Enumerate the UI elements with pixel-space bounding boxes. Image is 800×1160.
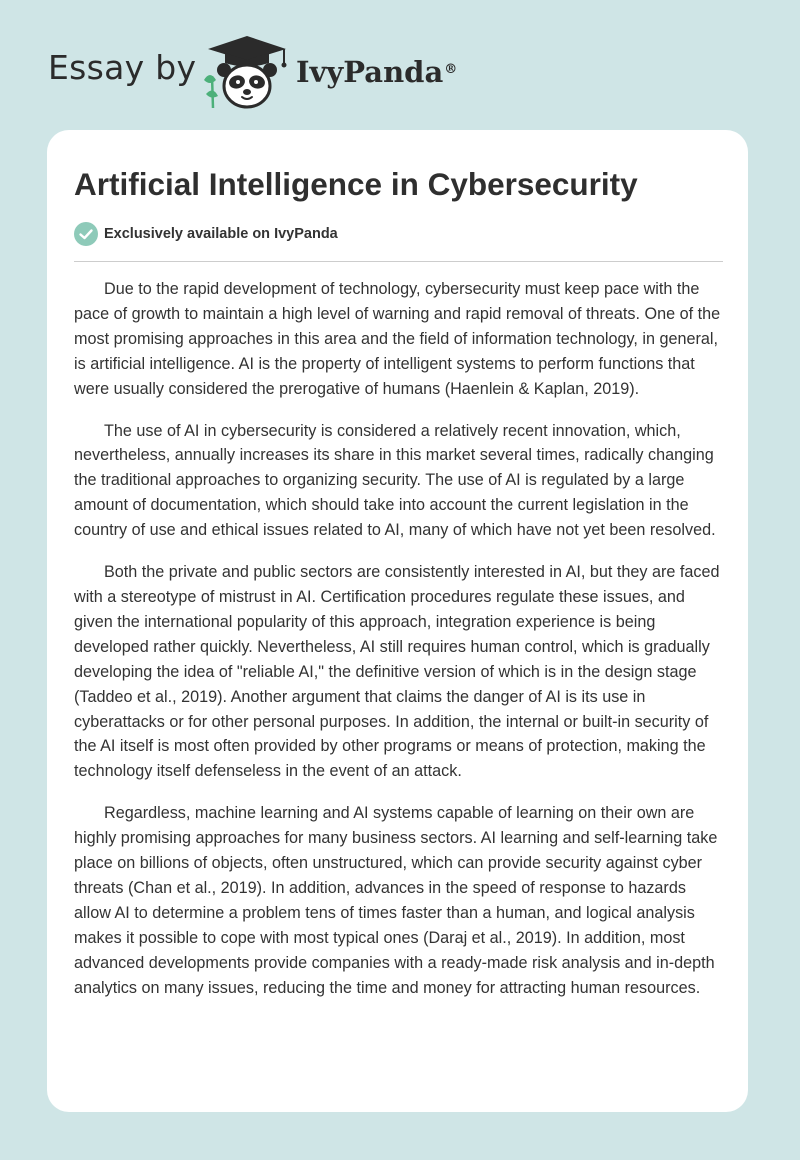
essay-paragraph: Due to the rapid development of technology, cybersecurity must keep pace with the pace of growth to maintain a high level of warning and rapid removal of threats. One of the most promising approaches in this area and the field of information technology, in general, is artificial intelligence. AI is the property of intelligent systems to perform functions that were usually considered the prerogative of humans (Haenlein & Kaplan, 2019). — [74, 280, 721, 398]
essay-paragraph: Regardless, machine learning and AI systems capable of learning on their own are highly promising approaches for many business sectors. AI learning and self-learning take place on billions of objects, often unstructured, which can provide security against cyber threats (Chan et al., 2019). In addition, advances in the speed of response to hazards allow AI to determine a problem tens of times faster than a human, and logical analysis makes it possible to cope with most typical ones (Daraj et al., 2019). In addition, most advanced developments provide companies with a ready-made risk analysis and in-depth analytics on many issues, reducing the time and money for attracting human resources. — [74, 804, 718, 997]
essay-paragraph: Both the private and public sectors are consistently interested in AI, but they are faced with a stereotype of mistrust in AI. Certification procedures regulate these issues, and given the international popularity of this approach, integration experience is being developed rather quickly. Nevertheless, AI still requires human control, which is gradually developing the idea of "reliable AI," the definitive version of which is in the design stage (Taddeo et al., 2019). Another argument that claims the danger of AI is its use in cyberattacks or for other personal purposes. In addition, the internal or built-in security of the AI itself is most often provided by other programs or means of protection, making the technology itself defenseless in the event of an attack. — [74, 563, 720, 781]
brand-prefix: Essay by — [48, 48, 197, 87]
exclusive-badge-label: Exclusively available on IvyPanda — [104, 226, 338, 242]
exclusive-badge — [74, 222, 338, 246]
registered-mark: ® — [444, 62, 458, 77]
essay-paragraph: The use of AI in cybersecurity is considered a relatively recent innovation, which, nevertheless, annually increases its share in this market several times, radically changing the traditional approaches to organizing security. The use of AI is regulated by a large amount of documentation, which should take into account the current legislation in the country of use and ethical issues related to AI, many of which have not yet been resolved. — [74, 421, 716, 540]
essay-title: Artificial Intelligence in Cybersecurity — [74, 166, 638, 202]
brand-name-text: IvyPanda — [296, 55, 444, 89]
check-circle-icon — [74, 222, 98, 246]
essay-body — [74, 277, 726, 1017]
panda-graduate-icon[interactable] — [200, 36, 294, 110]
title-divider — [74, 261, 723, 262]
site-header — [0, 0, 800, 120]
essay-card — [47, 130, 748, 1112]
brand-name[interactable] — [296, 52, 457, 92]
